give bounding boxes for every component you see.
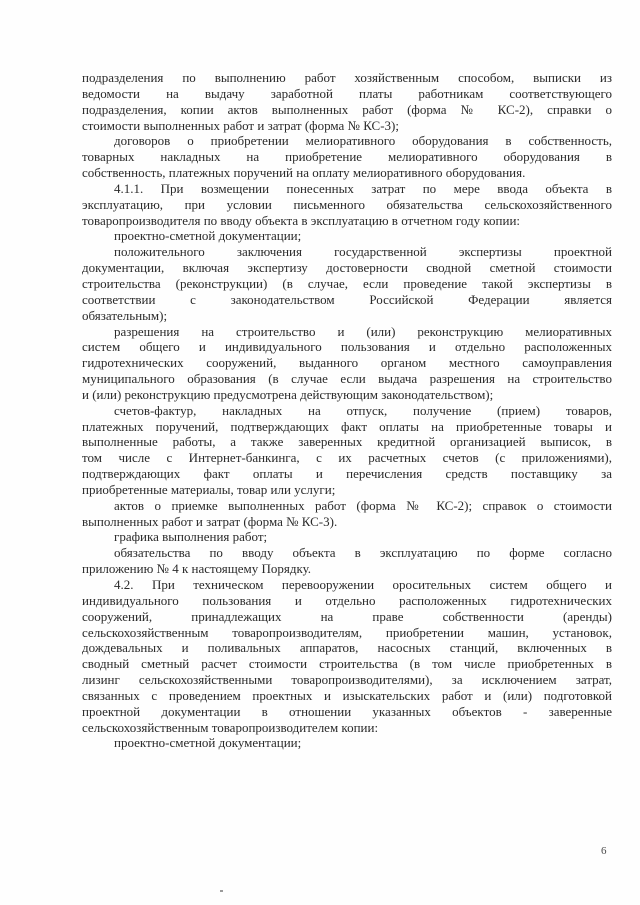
scan-speck	[220, 890, 223, 892]
text-line: стоимости выполненных работ и затрат (форма № КС-3);	[82, 117, 399, 133]
text-line: ведомости на выдачу заработной платы работникам соответствующего	[82, 85, 612, 101]
text-line: муниципального образования (в случае если выдача разрешения на строительство	[82, 371, 612, 387]
text-line: подразделения по выполнению работ хозяйственным способом, выписки из	[82, 70, 612, 85]
text-line: разрешения на строительство и (или) реконструкцию мелиоративных	[114, 323, 612, 339]
text-line: документации, включая экспертизу достоверности сводной сметной стоимости	[82, 260, 612, 276]
text-line: сооружений, принадлежащих на праве собственности (аренды)	[82, 608, 612, 624]
text-line: товаропроизводителя по вводу объекта в эксплуатацию в отчетном году копии:	[82, 212, 521, 228]
text-line: товарных накладных на приобретение мелиоративного оборудования в	[82, 149, 612, 165]
text-line: соответствии с законодательством Российской Федерации является	[82, 291, 612, 307]
text-line: графика выполнения работ;	[114, 529, 268, 545]
text-line: том числе с Интернет-банкинга, с их расчетных счетов (с приложениями),	[82, 450, 612, 466]
text-line: сельскохозяйственным товаропроизводителям, приобретении машин, установок,	[82, 624, 612, 640]
text-line: проектной документации в отношении указанных объектов - заверенные	[82, 703, 612, 719]
text-line: проектно-сметной документации;	[114, 735, 302, 751]
text-line: подтверждающих факт оплаты и перечисления средств поставщику за	[82, 466, 612, 482]
text-line: выполненных работ и затрат (форма № КС-3).	[82, 513, 338, 529]
text-line: 4.1.1. При возмещении понесенных затрат по мере ввода объекта в	[114, 180, 612, 196]
text-line: сельскохозяйственным товаропроизводителем копии:	[82, 719, 379, 735]
text-line: лизинг сельскохозяйственными товаропроизводителями), за исключением затрат,	[82, 672, 612, 688]
text-line: приобретенные материалы, товар или услуги;	[82, 481, 336, 497]
text-line: собственность, платежных поручений на оплату мелиоративного оборудования.	[82, 165, 526, 181]
text-line: выполненные работы, а также заверенных кредитной организацией выписок, в	[82, 434, 612, 450]
text-line: связанных с проведением проектных и изыскательских работ и (или) подготовкой	[82, 687, 612, 703]
text-line: 4.2. При техническом перевооружении оросительных систем общего и	[114, 577, 612, 592]
text-line: эксплуатацию, при условии письменного обязательства сельскохозяйственного	[82, 196, 612, 212]
text-line: систем общего и индивидуального пользования и отдельно расположенных	[82, 339, 612, 355]
text-line: дождевальных и поливальных аппаратов, насосных станций, включенных в	[82, 640, 612, 656]
text-line: обязательным);	[82, 307, 168, 323]
text-line: индивидуального пользования и отдельно расположенных гидротехнических	[82, 592, 612, 608]
text-line: актов о приемке выполненных работ (форма № КС-2); справок о стоимости	[114, 497, 612, 513]
text-line: платежных поручений, подтверждающих факт оплаты на приобретенные товары и	[82, 418, 612, 434]
text-line: подразделения, копии актов выполненных работ (форма № КС-2), справки о	[82, 101, 612, 117]
text-line: договоров о приобретении мелиоративного оборудования в собственность,	[114, 133, 612, 149]
text-line: проектно-сметной документации;	[114, 228, 302, 244]
document-body	[0, 70, 640, 751]
text-line: положительного заключения государственной экспертизы проектной	[114, 244, 612, 260]
text-line: сводный сметный расчет стоимости строительства (в том числе приобретенных в	[82, 656, 612, 672]
page-number: 6	[601, 845, 607, 857]
text-line: гидротехнических сооружений, выданного органом местного самоуправления	[82, 355, 612, 371]
text-line: приложению № 4 к настоящему Порядку.	[82, 561, 312, 577]
text-line: и (или) реконструкцию предусмотрена действующим законодательством);	[82, 386, 494, 402]
text-line: счетов-фактур, накладных на отпуск, получение (прием) товаров,	[114, 402, 612, 418]
text-line: строительства (реконструкции) (в случае, если проведение такой экспертизы в	[82, 275, 612, 291]
text-line: обязательства по вводу объекта в эксплуатацию по форме согласно	[114, 545, 612, 561]
